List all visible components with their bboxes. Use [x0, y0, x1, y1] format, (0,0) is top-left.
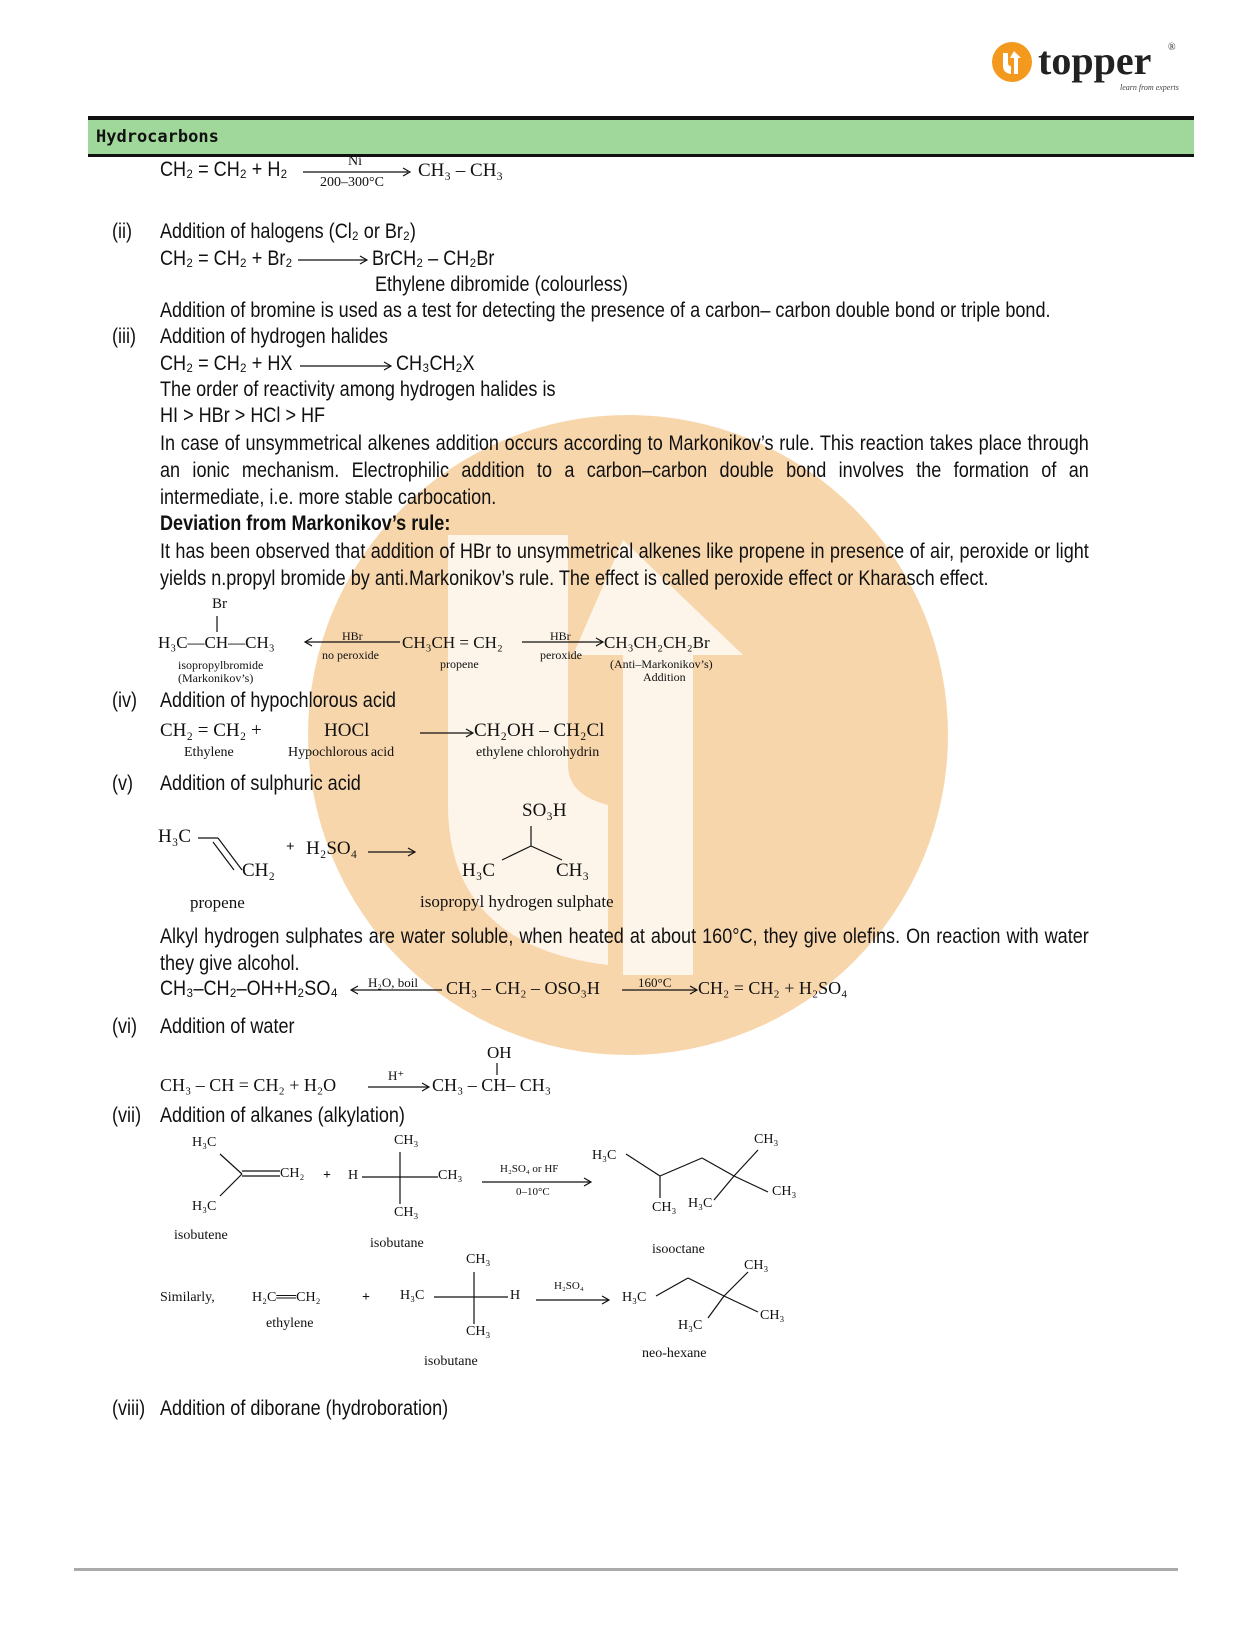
isopropylbromide-name: isopropylbromide	[178, 658, 264, 672]
chlorohydrin-name: ethylene chlorohydrin	[476, 745, 600, 760]
markonikov-paragraph: In case of unsymmetrical alkenes addition occurs according to Markonikov’s rule. This reaction takes place through an ionic mechanism. Electrophilic addition to a carbon–carbon double bond involves the formation of an intermediate, i.e. more stable carbocation.	[160, 432, 1089, 509]
item-number: (iv)	[112, 689, 138, 712]
br-bond	[214, 616, 220, 634]
propene-water-lhs: CH₃ – CH = CH₂ + H₂O	[160, 1075, 337, 1095]
item-number: (v)	[112, 772, 134, 795]
isobutane2-ch3-bottom: CH₃	[466, 1324, 491, 1339]
isooctane-ch3-top: CH₃	[754, 1132, 779, 1147]
so3h-group: SO₃H	[522, 800, 567, 821]
isopropyl-skeleton	[498, 824, 568, 864]
isobutane-h: H	[348, 1168, 359, 1183]
reactivity-intro: The order of reactivity among hydrogen halides is	[160, 378, 556, 401]
kharasch-paragraph: It has been observed that addition of HBr to unsymmetrical alkenes like propene in presence of air, peroxide or light yields n.propyl bromide by anti.Markonikov’s rule. The effect is called peroxide effect or Kharasch effect.	[160, 540, 1089, 590]
isopropanol-formula: CH₃ – CH– CH₃	[432, 1075, 552, 1095]
isooctane-h3c-bottom: H₃C	[688, 1196, 713, 1211]
hocl-arrow	[418, 725, 476, 741]
isobutane-ch3-bottom: CH₃	[394, 1205, 419, 1220]
ni-catalyst: Ni	[348, 154, 362, 169]
no-peroxide-label: no peroxide	[322, 648, 379, 662]
item-number: (iii)	[112, 325, 137, 348]
isooctane-ch3-right: CH₃	[772, 1184, 797, 1199]
hypochlorous-heading: Addition of hypochlorous acid	[160, 689, 396, 712]
isooctane-ch3-bottom: CH₃	[652, 1200, 677, 1215]
alkylation-temp: 0–10°C	[516, 1186, 550, 1198]
logo-circle-icon	[992, 42, 1032, 82]
neohexane-h3c-bottom: H₃C	[678, 1318, 703, 1333]
sulphuric-heading: Addition of sulphuric acid	[160, 772, 361, 795]
bromine-test-note: Addition of bromine is used as a test for detecting the presence of a carbon– carbon double bond or triple bond.	[160, 299, 1051, 322]
h2so4-reagent: H₂SO₄	[306, 838, 358, 859]
hydroboration-heading: Addition of diborane (hydroboration)	[160, 1397, 449, 1420]
ethyl-sulphate-formula: CH₃ – CH₂ – OSO₃H	[446, 978, 600, 998]
isopropylbromide-formula: H₃C—CH—CH₃	[158, 633, 275, 652]
similarly-label: Similarly,	[160, 1290, 215, 1305]
isobutane2-name: isobutane	[424, 1354, 478, 1369]
ni-eq-lhs: CH₂ = CH₂ + H₂	[160, 158, 288, 181]
propene-formula: CH₃CH = CH₂	[402, 633, 503, 652]
kharasch-br: Br	[212, 596, 227, 612]
alkylation-catalyst: H₂SO₄ or HF	[500, 1163, 559, 1175]
isobutane-skeleton	[358, 1150, 442, 1206]
section-header-bar	[88, 116, 1194, 157]
item-number: (ii)	[112, 220, 133, 243]
isobutane-ch3-right: CH₃	[438, 1168, 463, 1183]
water-heading: Addition of water	[160, 1015, 295, 1038]
item-number: (vii)	[112, 1104, 142, 1127]
temp-label: 160°C	[638, 975, 672, 990]
hbr-left: HBr	[342, 629, 363, 643]
logo-tagline: learn from experts	[1120, 83, 1179, 92]
hocl-reactant: HOCl	[324, 720, 370, 741]
hydrogen-halides-heading: Addition of hydrogen halides	[160, 325, 388, 348]
ethylene-name: Ethylene	[184, 745, 234, 760]
hypochlorous-name: Hypochlorous acid	[288, 745, 395, 760]
neohexane-skeleton	[652, 1266, 772, 1326]
markonikov-label: (Markonikov’s)	[178, 671, 254, 685]
peroxide-label: peroxide	[540, 648, 582, 662]
isobutene-name: isobutene	[174, 1228, 228, 1243]
anti-markonikov-label: (Anti–Markonikov’s)	[610, 657, 713, 671]
isobutene-h3c-bottom: H₃C	[192, 1199, 217, 1214]
isooctane-skeleton	[622, 1140, 782, 1210]
footer-rule	[74, 1568, 1178, 1571]
addition-label: Addition	[643, 670, 686, 684]
section-title: Hydrocarbons	[96, 127, 219, 147]
isopropyl-sulphate-name: isopropyl hydrogen sulphate	[420, 892, 614, 911]
item-number: (vi)	[112, 1015, 138, 1038]
h-plus-catalyst: H⁺	[388, 1068, 405, 1083]
isooctane-h3c: H₃C	[592, 1148, 617, 1163]
propene-name: propene	[440, 657, 479, 671]
ni-temp: 200–300°C	[320, 175, 384, 190]
sulphuric-arrow	[366, 844, 418, 860]
isobutane2-h: H	[510, 1288, 521, 1303]
h2o-boil-label: H₂O, boil	[368, 975, 419, 990]
hx-arrow	[298, 358, 394, 374]
isopropyl-ch3: CH₃	[556, 860, 590, 881]
neohexane-ch3-right: CH₃	[760, 1308, 785, 1323]
neohexane-arrow	[534, 1292, 612, 1308]
isobutane-name: isobutane	[370, 1236, 424, 1251]
propene-ch2: CH₂	[242, 860, 276, 881]
isobutane2-skeleton	[432, 1270, 512, 1326]
neohexane-h3c: H₃C	[622, 1290, 647, 1305]
ni-eq-rhs: CH₃ – CH₃	[418, 160, 504, 181]
registered-mark: ®	[1168, 42, 1176, 53]
deviation-heading: Deviation from Markonikov’s rule:	[160, 512, 451, 535]
plus-sign: +	[286, 839, 295, 855]
neohexane-ch3-top: CH₃	[744, 1258, 769, 1273]
isobutane2-h3c: H₃C	[400, 1288, 425, 1303]
alkylation-heading: Addition of alkanes (alkylation)	[160, 1104, 405, 1127]
ethylene-dibromide-label: Ethylene dibromide (colourless)	[375, 273, 628, 296]
propene-h3c: H₃C	[158, 826, 192, 847]
hx-eq-lhs: CH₂ = CH₂ + HX	[160, 352, 293, 375]
isopropyl-h3c: H₃C	[462, 860, 496, 881]
isobutane-ch3-top: CH₃	[394, 1133, 419, 1148]
ethylene-reactant: CH₂ = CH₂ +	[160, 720, 262, 741]
bromine-arrow	[296, 252, 370, 268]
reactivity-order: HI > HBr > HCl > HF	[160, 404, 326, 427]
chlorohydrin-formula: CH₂OH – CH₂Cl	[474, 720, 605, 741]
alkyl-sulphate-paragraph: Alkyl hydrogen sulphates are water soluble, when heated at about 160°C, they give olefins. On reaction with water they give alcohol.	[160, 925, 1089, 975]
npropylbromide-formula: CH₃CH₂CH₂Br	[604, 633, 710, 652]
plus-sign: +	[323, 1168, 331, 1183]
isobutene-h3c-top: H₃C	[192, 1135, 217, 1150]
hbr-right: HBr	[550, 629, 571, 643]
halogens-heading: Addition of halogens (Cl₂ or Br₂)	[160, 220, 416, 243]
propene-double-bond	[196, 834, 248, 874]
ethanol-eq-left: CH₃–CH₂–OH+H₂SO₄	[160, 977, 338, 1000]
hx-eq-rhs: CH₃CH₂X	[396, 352, 475, 375]
hydroxyl-group: OH	[487, 1043, 512, 1062]
isobutene-skeleton	[214, 1150, 284, 1200]
plus-sign: +	[362, 1290, 370, 1305]
ethylene-formula: H₂C══CH₂	[252, 1290, 321, 1305]
item-number: (viii)	[112, 1397, 146, 1420]
isobutene-ch2: CH₂	[280, 1166, 305, 1181]
isobutane2-ch3-top: CH₃	[466, 1252, 491, 1267]
neohexane-catalyst: H₂SO₄	[554, 1280, 584, 1292]
neohexane-name: neo-hexane	[642, 1346, 707, 1361]
topper-logo	[990, 40, 1190, 100]
propene-name: propene	[190, 893, 245, 912]
logo-text: topper	[1038, 40, 1152, 83]
isooctane-name: isooctane	[652, 1242, 705, 1257]
ethylene-product: CH₂ = CH₂ + H₂SO₄	[698, 978, 848, 998]
ethylene-name: ethylene	[266, 1316, 314, 1331]
bromine-eq-rhs: BrCH₂ – CH₂Br	[372, 247, 495, 270]
bromine-eq-lhs: CH₂ = CH₂ + Br₂	[160, 247, 293, 270]
